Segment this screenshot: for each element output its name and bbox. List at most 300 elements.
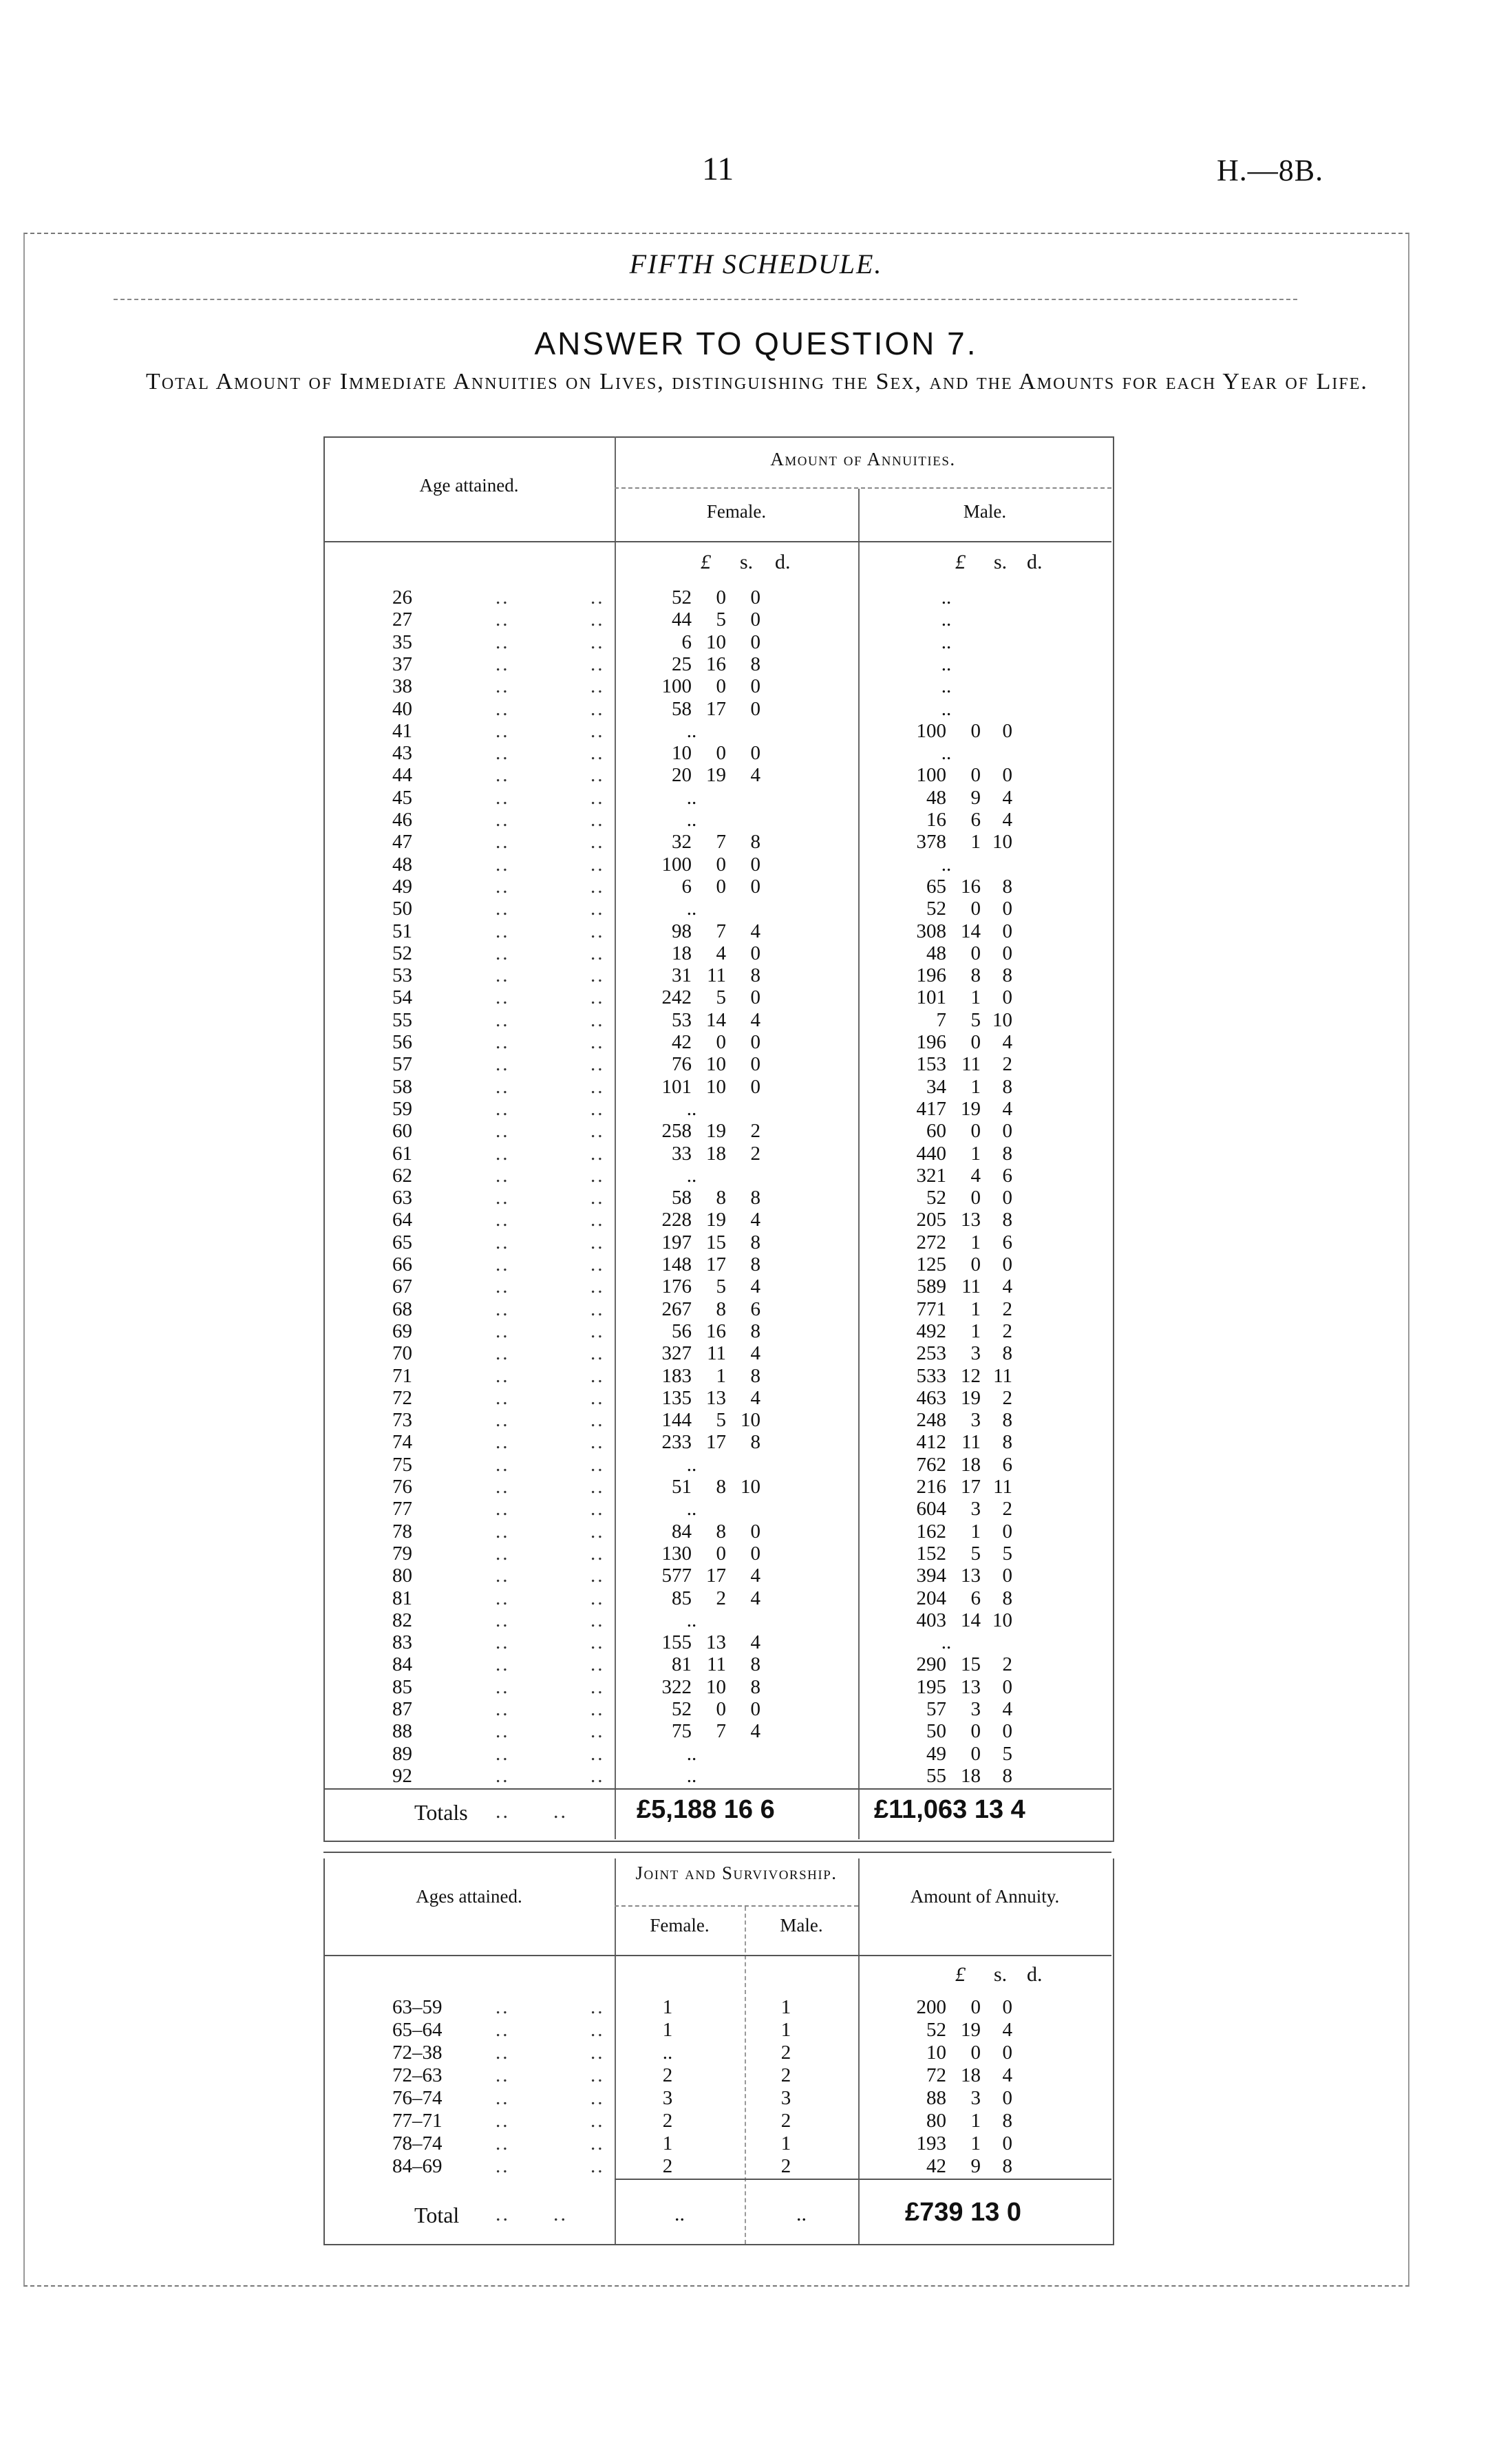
leader-dots: .. [496, 1431, 510, 1454]
leader-dots: .. [590, 1453, 605, 1476]
male-pence: 8 [1002, 1409, 1012, 1432]
amount-pounds: 42 [926, 2155, 946, 2177]
leader-dots: .. [590, 697, 605, 720]
male-pence: 0 [1002, 764, 1012, 787]
leader-dots: .. [496, 831, 510, 854]
male-pence: 8 [1002, 1075, 1012, 1098]
table-row [323, 1031, 1111, 1053]
male-pounds: 463 [916, 1386, 946, 1409]
shilling-unit: s. [740, 551, 754, 573]
pence-unit: d. [1027, 551, 1043, 573]
female-pence: 8 [750, 1653, 760, 1676]
leader-dots: .. [496, 2132, 510, 2154]
male-shillings: 0 [970, 1031, 981, 1053]
leader-dots: .. [590, 1253, 605, 1275]
leader-dots: .. [496, 697, 510, 720]
leader-dots: .. [590, 786, 605, 809]
male-pounds: 216 [916, 1476, 946, 1498]
table-row [323, 631, 1111, 653]
table-row [323, 920, 1111, 942]
female-pounds: 322 [661, 1675, 692, 1698]
male-shillings: 9 [970, 786, 981, 809]
leader-dots: .. [496, 1631, 510, 1654]
male-pounds: 394 [916, 1565, 946, 1587]
table-row [323, 1209, 1111, 1231]
leader-dots: .. [496, 1764, 510, 1787]
age-cell: 37 [392, 653, 412, 675]
female-pence: 0 [750, 1053, 760, 1076]
page-number: 11 [702, 151, 734, 187]
age-cell: 51 [392, 920, 412, 942]
male-pence: 4 [1002, 1275, 1012, 1298]
leader-dots: .. [590, 1097, 605, 1120]
female-pounds: 81 [672, 1653, 692, 1676]
table-row [323, 1454, 1111, 1476]
leader-dots: .. [496, 2087, 510, 2109]
female-shillings: 8 [716, 1297, 726, 1320]
col-age-attained: Age attained. [419, 475, 519, 496]
male-pence: 0 [1002, 1253, 1012, 1275]
female-pounds: 176 [661, 1275, 692, 1298]
leader-dots: .. [590, 1675, 605, 1698]
table-row [323, 898, 1111, 920]
leader-dots: .. [590, 1698, 605, 1720]
female-shillings: 16 [706, 653, 726, 675]
leader-dots: .. [590, 809, 605, 831]
male-pence: 0 [1002, 719, 1012, 742]
female-shillings: 17 [706, 1431, 726, 1454]
col-amount-of-annuities: Amount of Annuities. [770, 449, 956, 469]
total-label: Total [414, 2203, 460, 2227]
amount-pounds: 200 [916, 1996, 946, 2018]
male-pounds: 100 [916, 719, 946, 742]
leader-dots: .. [590, 1120, 605, 1143]
male-pounds: 196 [916, 964, 946, 987]
leader-dots: .. [590, 875, 605, 898]
female-shillings: 5 [716, 986, 726, 1009]
leader-dots: .. [496, 742, 510, 765]
female-pounds: 32 [672, 831, 692, 854]
leader-dots: .. [590, 1742, 605, 1765]
leader-dots: .. [496, 1587, 510, 1609]
female-pounds: 75 [672, 1720, 692, 1743]
table-row [323, 1698, 1111, 1720]
female-pence: 4 [750, 1008, 760, 1031]
ages-cell: 84–69 [392, 2155, 443, 2177]
male-pounds: 52 [926, 898, 946, 920]
table-row [323, 854, 1111, 876]
male-shillings: 0 [970, 719, 981, 742]
male-empty: .. [941, 1631, 952, 1654]
male-shillings: 15 [961, 1653, 981, 1676]
male-pence: 11 [993, 1476, 1012, 1498]
leader-dots: .. [590, 1342, 605, 1365]
male-pence: 4 [1002, 809, 1012, 831]
leader-dots: .. [590, 586, 605, 608]
amount-pounds: 72 [926, 2064, 946, 2086]
table2-subheader-rule [615, 1905, 858, 1907]
female-pounds: 52 [672, 586, 692, 608]
ages-cell: 72–63 [392, 2064, 443, 2086]
leader-dots: .. [590, 1542, 605, 1565]
male-pence: 4 [1002, 1698, 1012, 1720]
male-pounds: 7 [936, 1008, 946, 1031]
total-male-count: .. [796, 2203, 807, 2225]
table-row [323, 1720, 1111, 1742]
male-shillings: 13 [961, 1565, 981, 1587]
age-cell: 81 [392, 1587, 412, 1609]
leader-dots: .. [590, 2132, 605, 2154]
female-shillings: 8 [716, 1476, 726, 1498]
female-shillings: 0 [716, 586, 726, 608]
male-pence: 0 [1002, 1187, 1012, 1209]
female-pence: 0 [750, 1698, 760, 1720]
amount-pounds: 88 [926, 2087, 946, 2109]
table-row [323, 1098, 1111, 1120]
total-male: £11,063 13 4 [874, 1795, 1025, 1824]
male-pounds: 152 [916, 1542, 946, 1565]
female-shillings: 4 [716, 942, 726, 964]
col-female: Female. [706, 501, 767, 522]
female-shillings: 18 [706, 1142, 726, 1165]
leader-dots: .. [496, 1698, 510, 1720]
male-count: 3 [780, 2087, 791, 2109]
leader-dots: .. [496, 898, 510, 920]
female-pence: 0 [750, 675, 760, 698]
male-pounds: 34 [926, 1075, 946, 1098]
leader-dots: .. [590, 964, 605, 987]
male-pence: 2 [1002, 1653, 1012, 1676]
leader-dots: .. [496, 1275, 510, 1298]
male-shillings: 19 [961, 1097, 981, 1120]
table-row [323, 1342, 1111, 1364]
leader-dots: .. [590, 942, 605, 964]
female-shillings: 0 [716, 742, 726, 765]
age-cell: 83 [392, 1631, 412, 1654]
age-cell: 56 [392, 1031, 412, 1053]
table-row [323, 2064, 1111, 2086]
female-pence: 4 [750, 1565, 760, 1587]
male-shillings: 1 [970, 1075, 981, 1098]
age-cell: 26 [392, 586, 412, 608]
female-pence: 4 [750, 1386, 760, 1409]
age-cell: 70 [392, 1342, 412, 1365]
male-pounds: 533 [916, 1364, 946, 1387]
table-row [323, 1765, 1111, 1787]
female-pounds: 58 [672, 697, 692, 720]
leader-dots: .. [496, 1142, 510, 1165]
leader-dots: .. [496, 1675, 510, 1698]
female-shillings: 16 [706, 1320, 726, 1342]
amount-pence: 0 [1002, 1996, 1012, 2018]
female-shillings: 15 [706, 1231, 726, 1253]
leader-dots: .. [496, 653, 510, 675]
male-pence: 11 [993, 1364, 1012, 1387]
male-pence: 0 [1002, 1720, 1012, 1743]
female-pence: 0 [750, 942, 760, 964]
age-cell: 74 [392, 1431, 412, 1454]
female-pence: 10 [741, 1476, 760, 1498]
female-pounds: 100 [661, 675, 692, 698]
age-cell: 80 [392, 1565, 412, 1587]
female-pence: 4 [750, 1631, 760, 1654]
male-pounds: 771 [916, 1297, 946, 1320]
leader-dots: .. [590, 1764, 605, 1787]
female-pounds: 98 [672, 920, 692, 942]
table2-header-rule [323, 1955, 1111, 1956]
male-empty: .. [941, 675, 952, 698]
amount-shillings: 1 [970, 2110, 981, 2132]
male-shillings: 17 [961, 1476, 981, 1498]
female-shillings: 2 [716, 1587, 726, 1609]
table-row [323, 2087, 1111, 2109]
table1-totals-rule [323, 1788, 1111, 1790]
female-count: 2 [662, 2110, 673, 2132]
amount-shillings: 1 [970, 2132, 981, 2154]
leader-dots: .. [590, 1275, 605, 1298]
male-count: 1 [780, 2132, 791, 2154]
leader-dots: .. [496, 1609, 510, 1631]
male-pounds: 604 [916, 1498, 946, 1521]
female-pounds: 144 [661, 1409, 692, 1432]
male-pence: 10 [992, 831, 1012, 854]
age-cell: 52 [392, 942, 412, 964]
male-shillings: 1 [970, 986, 981, 1009]
age-cell: 43 [392, 742, 412, 765]
female-pounds: 228 [661, 1209, 692, 1231]
male-count: 1 [780, 2019, 791, 2041]
female-shillings: 10 [706, 1675, 726, 1698]
leader-dots: .. [496, 675, 510, 698]
female-pence: 0 [750, 853, 760, 876]
leader-dots: .. [496, 2042, 510, 2064]
male-shillings: 3 [970, 1342, 981, 1365]
leader-dots: .. [590, 1209, 605, 1231]
age-cell: 48 [392, 853, 412, 876]
age-cell: 59 [392, 1097, 412, 1120]
male-shillings: 18 [961, 1453, 981, 1476]
male-shillings: 11 [961, 1275, 981, 1298]
male-pounds: 55 [926, 1764, 946, 1787]
table-row [323, 1476, 1111, 1498]
leader-dots: .. [496, 1209, 510, 1231]
male-count: 2 [780, 2155, 791, 2177]
female-pence: 0 [750, 631, 760, 653]
table-row [323, 1609, 1111, 1631]
table-row [323, 1253, 1111, 1275]
male-shillings: 3 [970, 1498, 981, 1521]
female-shillings: 10 [706, 1075, 726, 1098]
age-cell: 63 [392, 1187, 412, 1209]
female-pence: 8 [750, 964, 760, 987]
title-divider [114, 299, 1297, 300]
ages-cell: 76–74 [392, 2087, 443, 2109]
female-pence: 0 [750, 697, 760, 720]
leader-dots: .. [496, 786, 510, 809]
leader-dots: .. [590, 2155, 605, 2177]
male-pence: 8 [1002, 964, 1012, 987]
female-pounds: 267 [661, 1297, 692, 1320]
female-pence: 0 [750, 1542, 760, 1565]
female-shillings: 0 [716, 853, 726, 876]
female-pounds: 100 [661, 853, 692, 876]
leader-dots: .. [590, 1498, 605, 1521]
female-pence: 0 [750, 875, 760, 898]
leader-dots: .. [496, 1008, 510, 1031]
leader-dots: .. [590, 675, 605, 698]
age-cell: 53 [392, 964, 412, 987]
age-cell: 40 [392, 697, 412, 720]
leader-dots: .. [590, 1164, 605, 1187]
female-pounds: 6 [681, 875, 692, 898]
pence-unit: d. [1027, 1963, 1043, 1986]
female-pounds: 84 [672, 1520, 692, 1543]
male-pounds: 65 [926, 875, 946, 898]
female-count: 2 [662, 2155, 673, 2177]
age-cell: 35 [392, 631, 412, 653]
leader-dots: .. [590, 1142, 605, 1165]
leader-dots: .. [496, 1720, 510, 1743]
female-pounds: 85 [672, 1587, 692, 1609]
female-pence: 2 [750, 1120, 760, 1143]
male-shillings: 14 [961, 920, 981, 942]
female-pounds: 20 [672, 764, 692, 787]
leader-dots: .. [590, 1053, 605, 1076]
leader-dots: .. [590, 1587, 605, 1609]
female-pence: 4 [750, 1342, 760, 1365]
age-cell: 88 [392, 1720, 412, 1743]
leader-dots: .. [496, 2110, 510, 2132]
male-shillings: 1 [970, 1297, 981, 1320]
male-pence: 8 [1002, 1764, 1012, 1787]
leader-dots: .. [496, 1542, 510, 1565]
female-pence: 0 [750, 1031, 760, 1053]
female-shillings: 1 [716, 1364, 726, 1387]
leader-dots: .. [590, 898, 605, 920]
female-shillings: 7 [716, 920, 726, 942]
male-shillings: 5 [970, 1542, 981, 1565]
female-pounds: 258 [661, 1120, 692, 1143]
leader-dots: .. [496, 586, 510, 608]
female-pounds: 155 [661, 1631, 692, 1654]
male-pounds: 57 [926, 1698, 946, 1720]
male-pence: 2 [1002, 1498, 1012, 1521]
leader-dots: .. [496, 1097, 510, 1120]
male-empty: .. [941, 742, 952, 765]
amount-shillings: 0 [970, 2042, 981, 2064]
age-cell: 62 [392, 1164, 412, 1187]
leader-dots: .. [496, 875, 510, 898]
male-pence: 0 [1002, 986, 1012, 1009]
table-row [323, 2110, 1111, 2132]
age-cell: 89 [392, 1742, 412, 1765]
male-pence: 2 [1002, 1320, 1012, 1342]
female-pence: 8 [750, 1675, 760, 1698]
age-cell: 60 [392, 1120, 412, 1143]
age-cell: 78 [392, 1520, 412, 1543]
totals-label: Totals [414, 1800, 468, 1825]
female-shillings: 7 [716, 1720, 726, 1743]
female-shillings: 19 [706, 764, 726, 787]
table1-subheader-rule [615, 487, 1111, 489]
male-shillings: 3 [970, 1698, 981, 1720]
female-pounds: 577 [661, 1565, 692, 1587]
leader-dots: .. [590, 1609, 605, 1631]
male-pence: 0 [1002, 942, 1012, 964]
female-pounds: 183 [661, 1364, 692, 1387]
male-pence: 8 [1002, 1342, 1012, 1365]
male-shillings: 14 [961, 1609, 981, 1631]
leader-dots: .. [590, 1653, 605, 1676]
table-row [323, 1743, 1111, 1765]
table-row [323, 964, 1111, 986]
female-shillings: 5 [716, 608, 726, 631]
female-pounds: 44 [672, 608, 692, 631]
male-shillings: 0 [970, 1720, 981, 1743]
female-shillings: 0 [716, 1031, 726, 1053]
table-row [323, 1521, 1111, 1543]
age-cell: 61 [392, 1142, 412, 1165]
leader-dots: .. [496, 920, 510, 942]
pound-unit: £ [955, 551, 966, 573]
male-shillings: 13 [961, 1209, 981, 1231]
col-male: Male. [963, 501, 1007, 522]
male-shillings: 13 [961, 1675, 981, 1698]
female-empty: .. [686, 1609, 697, 1631]
leader-dots: .. [590, 1996, 605, 2018]
male-pounds: 101 [916, 986, 946, 1009]
leader-dots: .. [590, 764, 605, 787]
leader-dots: .. [590, 1431, 605, 1454]
amount-pounds: 193 [916, 2132, 946, 2154]
male-pence: 8 [1002, 875, 1012, 898]
totals-leader-dots: .. .. [496, 1800, 568, 1823]
female-pounds: 31 [672, 964, 692, 987]
female-empty: .. [686, 786, 697, 809]
female-empty: .. [686, 898, 697, 920]
male-pounds: 196 [916, 1031, 946, 1053]
female-empty: .. [686, 809, 697, 831]
leader-dots: .. [496, 1409, 510, 1432]
leader-dots: .. [590, 2087, 605, 2109]
amount-pence: 8 [1002, 2155, 1012, 2177]
female-shillings: 7 [716, 831, 726, 854]
amount-shillings: 19 [961, 2019, 981, 2041]
table-row [323, 720, 1111, 742]
table-row [323, 1409, 1111, 1431]
male-empty: .. [941, 653, 952, 675]
age-cell: 82 [392, 1609, 412, 1631]
table-row [323, 608, 1111, 631]
female-shillings: 0 [716, 675, 726, 698]
female-pence: 8 [750, 1364, 760, 1387]
female-empty: .. [686, 1742, 697, 1765]
leader-dots: .. [590, 742, 605, 765]
table-row [323, 1676, 1111, 1698]
male-pence: 10 [992, 1609, 1012, 1631]
male-shillings: 4 [970, 1164, 981, 1187]
age-cell: 38 [392, 675, 412, 698]
female-pounds: 33 [672, 1142, 692, 1165]
amount-pounds: 80 [926, 2110, 946, 2132]
table-row [323, 586, 1111, 608]
male-pounds: 204 [916, 1587, 946, 1609]
female-pence: 2 [750, 1142, 760, 1165]
amount-pounds: 10 [926, 2042, 946, 2064]
amount-shillings: 0 [970, 1996, 981, 2018]
table-row [323, 1143, 1111, 1165]
female-pounds: 197 [661, 1231, 692, 1253]
